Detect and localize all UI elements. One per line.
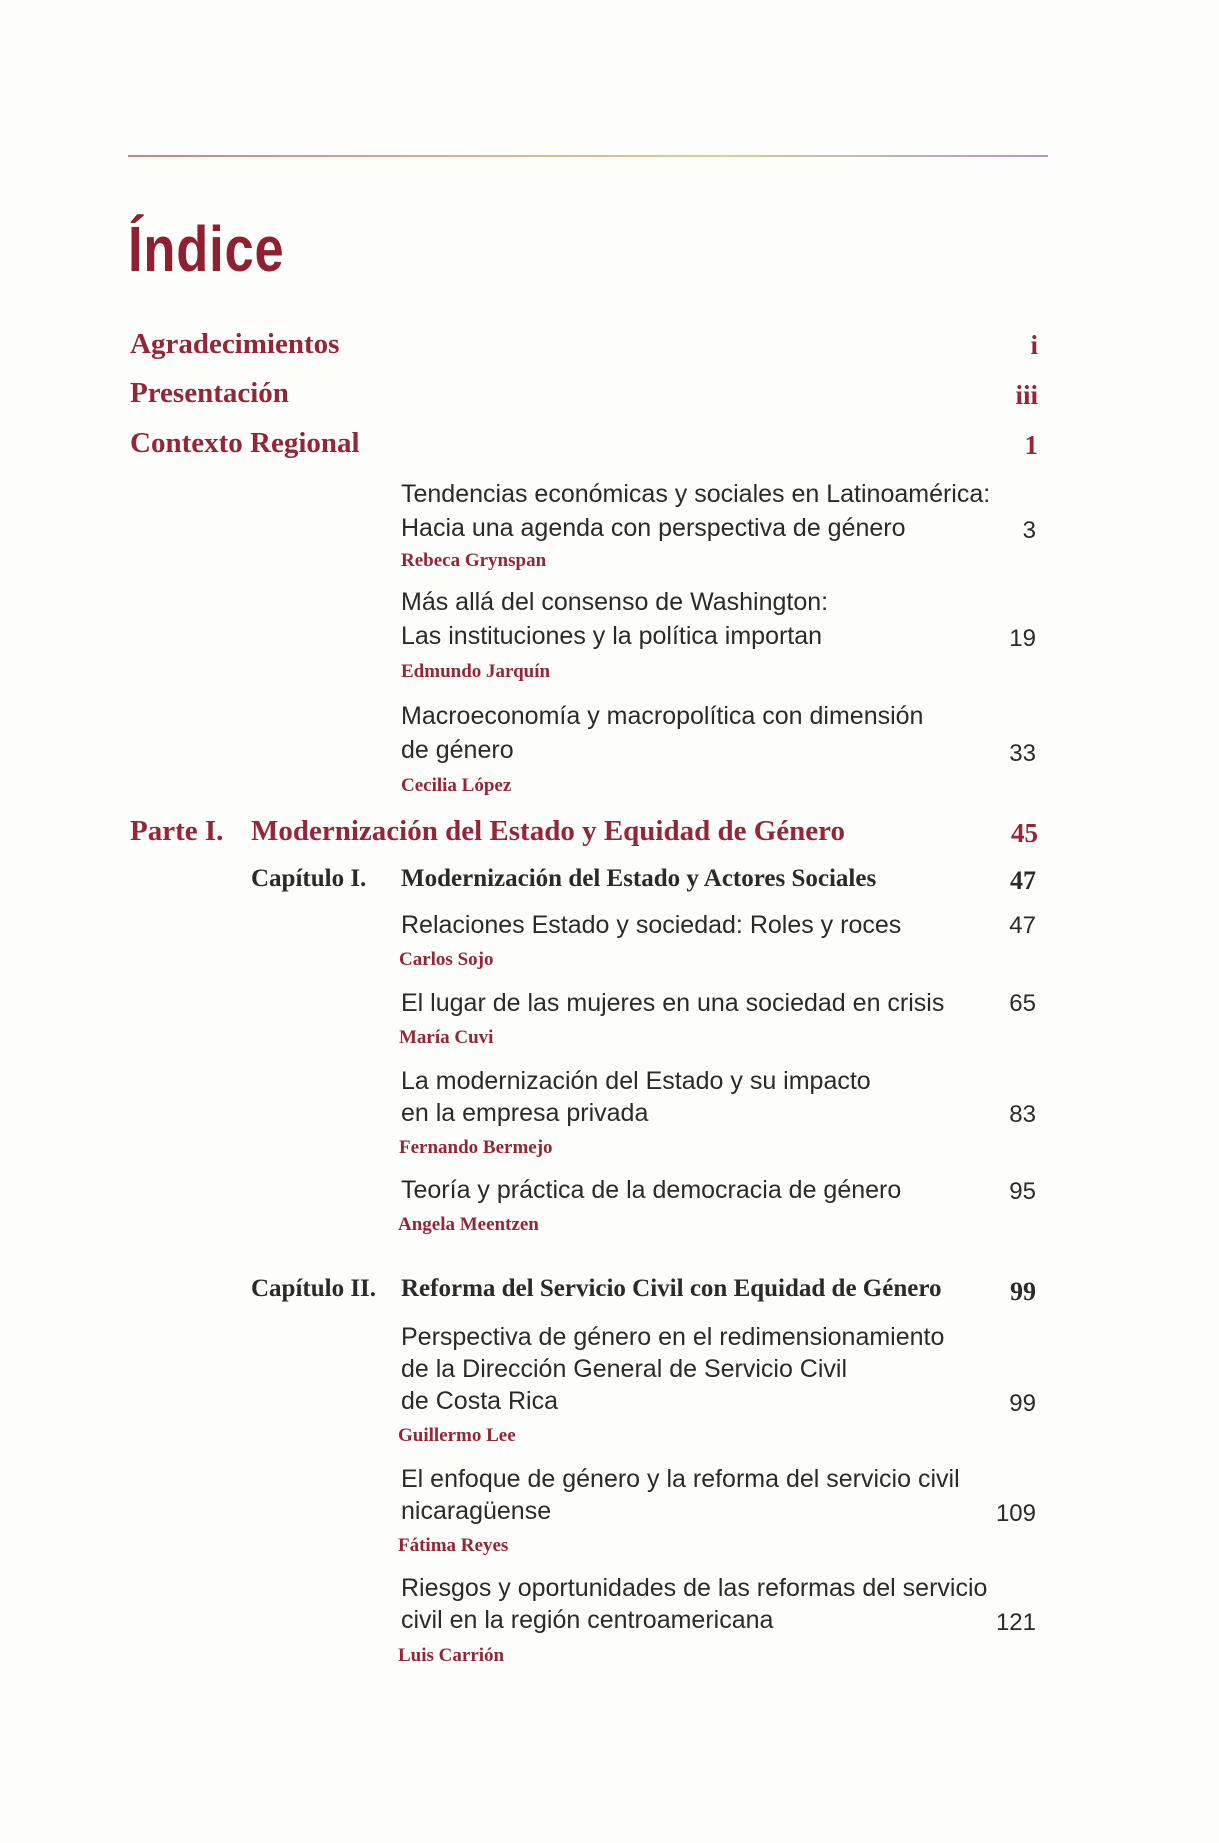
toc-page-agradecimientos: i	[1030, 330, 1038, 360]
article-title-line[interactable]: de género	[401, 736, 514, 764]
chapter-label: Capítulo II.	[251, 1275, 377, 1302]
article-page: 109	[995, 1500, 1036, 1527]
article-title-line[interactable]: Teoría y práctica de la democracia de género	[401, 1176, 902, 1204]
article-title-line[interactable]: El enfoque de género y la reforma del servicio civil	[401, 1465, 960, 1493]
part-label: Parte I.	[130, 815, 224, 847]
article-title-line[interactable]: Macroeconomía y macropolítica con dimensión	[401, 702, 924, 730]
header-rule	[128, 155, 1048, 157]
article-title-line[interactable]: Tendencias económicas y sociales en Latinoamérica:	[401, 480, 991, 508]
article-title-line[interactable]: Perspectiva de género en el redimensionamiento	[401, 1323, 945, 1351]
article-page: 83	[1009, 1101, 1036, 1128]
article-title-line[interactable]: de la Dirección General de Servicio Civil	[401, 1355, 848, 1383]
article-title-line[interactable]: Relaciones Estado y sociedad: Roles y roces	[401, 911, 902, 939]
article-page: 121	[995, 1609, 1036, 1636]
toc-page-presentacion: iii	[1015, 380, 1038, 410]
toc-item-contexto-regional[interactable]: Contexto Regional	[130, 427, 360, 459]
article-author: Cecilia López	[401, 775, 512, 796]
article-title-line[interactable]: Las instituciones y la política importan	[401, 622, 823, 650]
toc-page-contexto-regional: 1	[1024, 430, 1038, 460]
article-author: María Cuvi	[399, 1027, 494, 1048]
article-page: 47	[1009, 912, 1036, 939]
toc-item-agradecimientos[interactable]: Agradecimientos	[130, 328, 340, 360]
article-author: Angela Meentzen	[398, 1214, 539, 1235]
article-author: Guillermo Lee	[398, 1425, 516, 1446]
part-title[interactable]: Modernización del Estado y Equidad de Género	[251, 815, 846, 847]
chapter-page: 47	[1010, 866, 1036, 895]
article-title-line[interactable]: Hacia una agenda con perspectiva de género	[401, 514, 906, 542]
article-title-line[interactable]: Más allá del consenso de Washington:	[401, 588, 829, 616]
article-page: 65	[1009, 990, 1036, 1017]
article-author: Luis Carrión	[398, 1645, 505, 1666]
chapter-title[interactable]: Reforma del Servicio Civil con Equidad de Género	[401, 1275, 942, 1302]
chapter-label: Capítulo I.	[251, 865, 367, 892]
article-title-line[interactable]: nicaragüense	[401, 1497, 552, 1525]
article-author: Fátima Reyes	[398, 1535, 509, 1556]
part-page: 45	[1011, 818, 1038, 848]
article-page: 3	[1022, 517, 1036, 544]
article-title-line[interactable]: Riesgos y oportunidades de las reformas del servicio	[401, 1574, 988, 1602]
article-page: 99	[1009, 1390, 1036, 1417]
article-page: 19	[1009, 625, 1036, 652]
article-title-line[interactable]: civil en la región centroamericana	[401, 1606, 774, 1634]
article-title-line[interactable]: de Costa Rica	[401, 1387, 559, 1415]
chapter-title[interactable]: Modernización del Estado y Actores Sociales	[401, 865, 877, 892]
article-title-line[interactable]: La modernización del Estado y su impacto	[401, 1067, 871, 1095]
article-author: Carlos Sojo	[399, 949, 494, 970]
article-author: Fernando Bermejo	[399, 1137, 553, 1158]
article-title-line[interactable]: El lugar de las mujeres en una sociedad en crisis	[401, 989, 945, 1017]
page-title: Índice	[128, 213, 285, 285]
article-title-line[interactable]: en la empresa privada	[401, 1099, 649, 1127]
chapter-page: 99	[1010, 1277, 1036, 1306]
article-page: 95	[1009, 1178, 1036, 1205]
article-page: 33	[1009, 740, 1036, 767]
article-author: Rebeca Grynspan	[401, 550, 547, 571]
article-author: Edmundo Jarquín	[401, 661, 551, 682]
toc-item-presentacion[interactable]: Presentación	[130, 377, 289, 409]
